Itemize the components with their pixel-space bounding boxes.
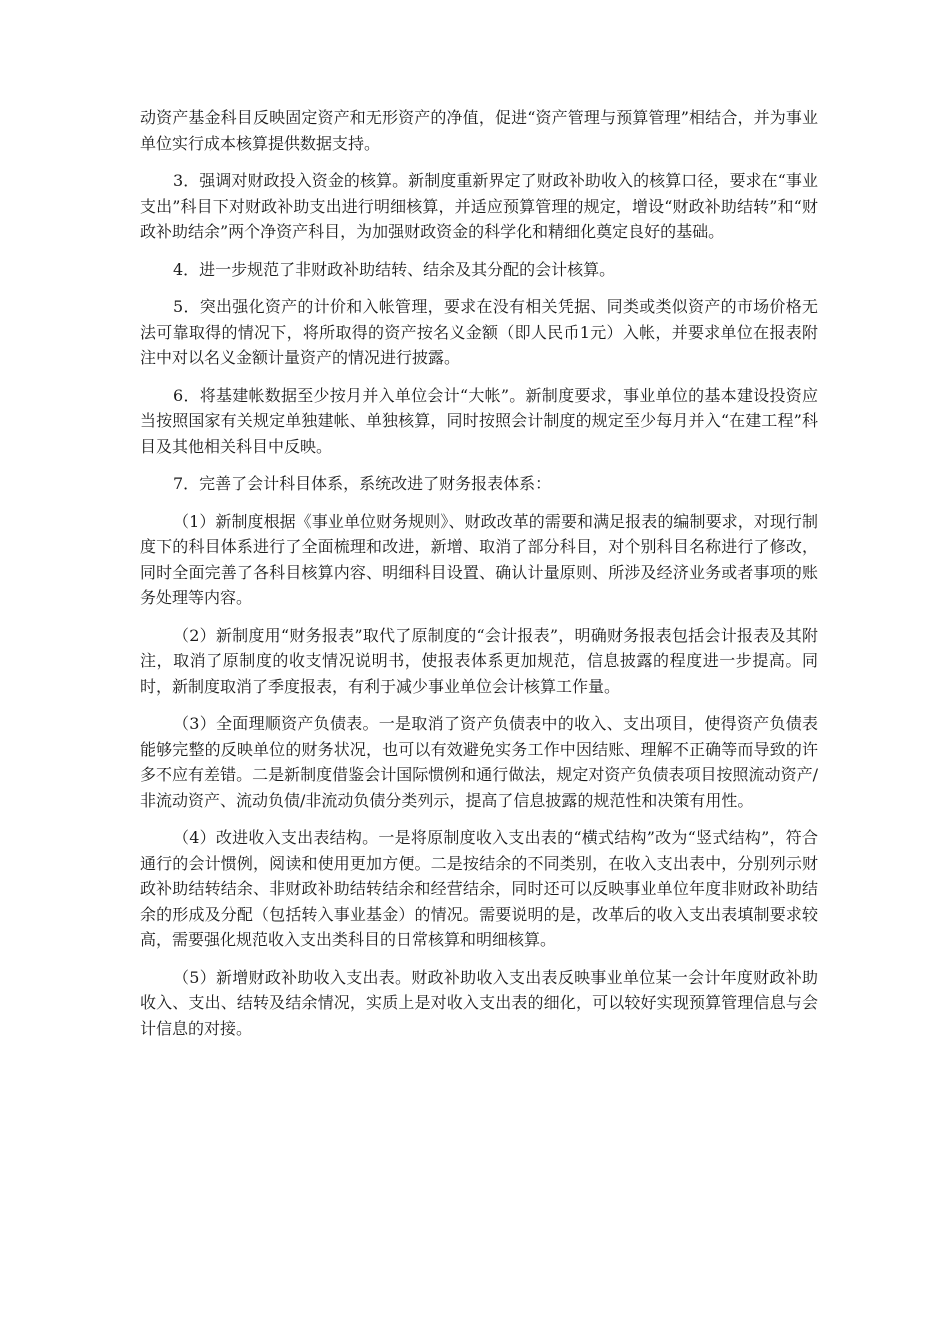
document-page (140, 105, 818, 1053)
paragraph-item-4: 4．进一步规范了非财政补助结转、结余及其分配的会计核算。 (173, 259, 616, 279)
paragraph-subitem-3: （3）全面理顺资产负债表。一是取消了资产负债表中的收入、支出项目，使得资产负债表能够完整的反映单位的财务状况，也可以有效避免实务工作中因结账、理解不正确等而导致的许多不应有差错。二是新制度借鉴会计国际惯例和通行做法，规定对资产负债表项目按照流动资产/非流动资产、流动负债/非流动负债分类列示，提高了信息披露的规范性和决策有用性。 (140, 714, 818, 810)
paragraph-continuation: 动资产基金科目反映固定资产和无形资产的净值，促进“资产管理与预算管理”相结合，并为事业单位实行成本核算提供数据支持。 (140, 108, 818, 153)
paragraph-item-5: 5．突出强化资产的计价和入帐管理，要求在没有相关凭据、同类或类似资产的市场价格无法可靠取得的情况下，将所取得的资产按名义金额（即人民币1元）入帐，并要求单位在报表附注中对以名义金额计量资产的情况进行披露。 (140, 297, 818, 367)
paragraph-subitem-4: （4）改进收入支出表结构。一是将原制度收入支出表的“横式结构”改为“竖式结构”，符合通行的会计惯例，阅读和使用更加方便。二是按结余的不同类别，在收入支出表中，分别列示财政补助结转结余、非财政补助结转结余和经营结余，同时还可以反映事业单位年度非财政补助结余的形成及分配（包括转入事业基金）的情况。需要说明的是，改革后的收入支出表填制要求较高，需要强化规范收入支出类科目的日常核算和明细核算。 (140, 828, 818, 949)
paragraph-subitem-5: （5）新增财政补助收入支出表。财政补助收入支出表反映事业单位某一会计年度财政补助收入、支出、结转及结余情况，实质上是对收入支出表的细化，可以较好实现预算管理信息与会计信息的对接。 (140, 967, 818, 1038)
paragraph-item-3: 3．强调对财政投入资金的核算。新制度重新界定了财政补助收入的核算口径，要求在“事业支出”科目下对财政补助支出进行明细核算，并适应预算管理的规定，增设“财政补助结转”和“财政补助结余”两个净资产科目，为加强财政资金的科学化和精细化奠定良好的基础。 (140, 171, 818, 241)
paragraph-item-7: 7．完善了会计科目体系，系统改进了财务报表体系： (173, 474, 552, 493)
paragraph-subitem-2: （2）新制度用“财务报表”取代了原制度的“会计报表”，明确财务报表包括会计报表及其附注，取消了原制度的收支情况说明书，使报表体系更加规范，信息披露的程度进一步提高。同时，新制度取消了季度报表，有利于减少事业单位会计核算工作量。 (140, 625, 818, 696)
paragraph-item-6: 6．将基建帐数据至少按月并入单位会计“大帐”。新制度要求，事业单位的基本建设投资应当按照国家有关规定单独建帐、单独核算，同时按照会计制度的规定至少每月并入“在建工程”科目及其他相关科目中反映。 (140, 385, 818, 456)
paragraph-subitem-1: （1）新制度根据《事业单位财务规则》、财政改革的需要和满足报表的编制要求，对现行制度下的科目体系进行了全面梳理和改进，新增、取消了部分科目，对个别科目名称进行了修改，同时全面完善了各科目核算内容、明细科目设置、确认计量原则、所涉及经济业务或者事项的账务处理等内容。 (140, 511, 818, 607)
